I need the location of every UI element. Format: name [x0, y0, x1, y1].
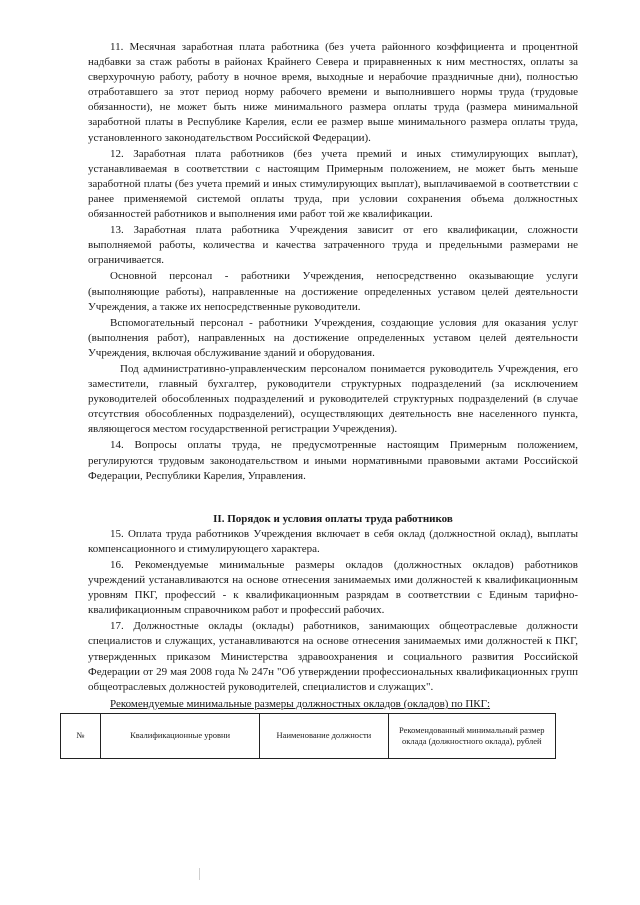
- header-number: №: [61, 713, 101, 758]
- table-header-row: [61, 713, 556, 758]
- header-qualification-level: Квалификационные уровни: [101, 713, 260, 758]
- header-min-salary: Рекомендованный минимальный размер оклада (должностного оклада), рублей: [388, 713, 555, 758]
- section-title: II. Порядок и условия оплаты труда работников: [213, 512, 453, 525]
- paragraph-admin-staff: Под административно-управленческим персоналом понимается руководитель Учреждения, его заместители, главный бухгалтер, руководители структурных подразделений (за исключением руководителей обособленных подразделений и руководителей структурных подразделений (в случае отсутствия обособленных подразделений), осуществляющих деятельность вне населенного пункта, являющегося местом государственной регистрации Учреждения).: [88, 362, 578, 436]
- salary-table: [60, 713, 556, 759]
- paragraph-14: 14. Вопросы оплаты труда, не предусмотренные настоящим Примерным положением, регулируются трудовым законодательством и иными нормативными правовыми актами Российской Федерации, Республики Карелия, Управления.: [88, 439, 578, 482]
- header-position-name: Наименование должности: [260, 713, 388, 758]
- paragraph-core-staff: Основной персонал - работники Учреждения, непосредственно оказывающие услуги (выполняющие работы), направленные на достижение определенных уставом целей деятельности Учреждения, а также их непосредственные руководители.: [88, 270, 578, 313]
- document-page: [76, 40, 578, 759]
- scan-artifact: [199, 868, 200, 880]
- paragraph-17: 17. Должностные оклады (оклады) работников, занимающих общеотраслевые должности специалистов и служащих, устанавливаются на основе отнесения занимаемых ими должностей к ПКГ, утвержденных приказом Министерства здравоохранения и социального развития Российской Федерации от 29 мая 2008 года № 247н "Об утверждении профессиональных квалификационных групп общеотраслевых должностей руководителей, специалистов и служащих".: [88, 620, 578, 693]
- paragraph-15: 15. Оплата труда работников Учреждения включает в себя оклад (должностной оклад), выплаты компенсационного и стимулирующего характера.: [88, 527, 578, 555]
- paragraph-11: 11. Месячная заработная плата работника (без учета районного коэффициента и процентной надбавки за стаж работы в районах Крайнего Севера и приравненных к ним местностях, оплаты за сверхурочную работу, работу в ночное время, выходные и нерабочие праздничные дни), полностью отработавшего за этот период норму рабочего времени и выполнившего нормы труда (трудовые обязанности), не может быть ниже минимального размера оплаты труда (размера минимальной заработной платы в Республике Карелия, если ее размер выше минимального размера оплаты труда, установленного законодательством Российской Федерации).: [88, 41, 578, 144]
- paragraph-support-staff: Вспомогательный персонал - работники Учреждения, создающие условия для оказания услуг (выполнения работ), направленных на достижение определенных уставом целей деятельности Учреждения, включая обслуживание зданий и оборудования.: [88, 316, 578, 359]
- paragraph-13: 13. Заработная плата работника Учреждения зависит от его квалификации, сложности выполняемой работы, количества и качества затраченного труда и предельными размерами не ограничивается.: [88, 224, 578, 267]
- paragraph-12: 12. Заработная плата работников (без учета премий и иных стимулирующих выплат), устанавливаемая в соответствии с настоящим Примерным положением, не может быть меньше заработной платы (без учета премий и иных стимулирующих выплат), выплачиваемой в соответствии с ранее применяемой системой оплаты труда, при условии сохранения объема должностных обязанностей работников и выполнения ими работ той же квалификации.: [88, 147, 578, 221]
- table-caption: Рекомендуемые минимальные размеры должностных окладов (окладов) по ПКГ:: [110, 697, 491, 710]
- paragraph-16: 16. Рекомендуемые минимальные размеры окладов (должностных окладов) работников учреждений устанавливаются на основе отнесения занимаемых ими должностей к квалификационным уровням ПКГ, профессий - к квалификационным разрядам в соответствии с Единым тарифно-квалификационным справочником работ и профессий рабочих.: [88, 559, 578, 617]
